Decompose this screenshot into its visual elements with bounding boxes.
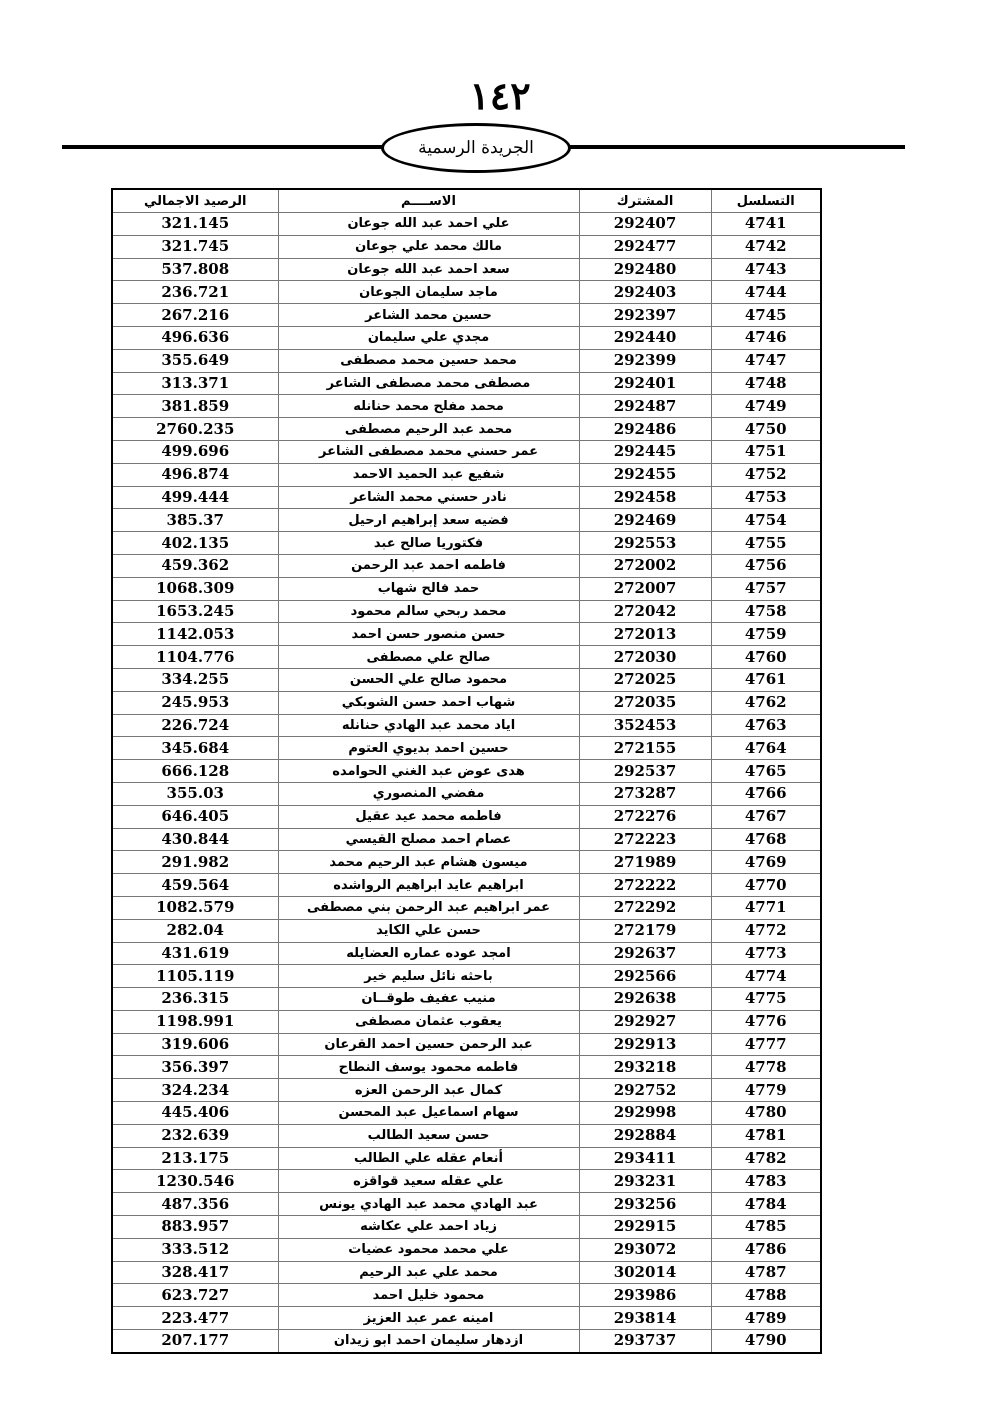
cell-balance: 883.957 [112,1216,278,1239]
cell-name: زياد احمد علي عكاشه [278,1216,579,1239]
cell-name: مجدي علي سليمان [278,326,579,349]
column-header-subscriber: المشترك [579,189,711,213]
cell-balance: 2760.235 [112,418,278,441]
cell-name: عمر حسني محمد مصطفى الشاعر [278,440,579,463]
cell-balance: 355.03 [112,782,278,805]
cell-balance: 333.512 [112,1238,278,1261]
table-row [112,281,821,304]
cell-balance: 1142.053 [112,623,278,646]
table-row [112,1330,821,1353]
cell-balance: 496.636 [112,326,278,349]
cell-serial: 4767 [711,805,821,828]
cell-name: ازدهار سليمان احمد ابو زيدان [278,1330,579,1353]
cell-serial: 4763 [711,714,821,737]
cell-serial: 4751 [711,440,821,463]
table-row [112,782,821,805]
cell-subscriber: 293072 [579,1238,711,1261]
table-body [112,213,821,1353]
table-row [112,623,821,646]
cell-balance: 445.406 [112,1102,278,1125]
cell-balance: 1230.546 [112,1170,278,1193]
cell-serial: 4743 [711,258,821,281]
cell-serial: 4746 [711,326,821,349]
cell-subscriber: 293411 [579,1147,711,1170]
cell-subscriber: 292407 [579,213,711,236]
cell-balance: 499.444 [112,486,278,509]
cell-name: امجد عوده عماره العضايله [278,942,579,965]
cell-serial: 4753 [711,486,821,509]
cell-subscriber: 272276 [579,805,711,828]
table-row [112,1170,821,1193]
cell-balance: 459.362 [112,554,278,577]
cell-balance: 381.859 [112,395,278,418]
table-row [112,509,821,532]
cell-balance: 499.696 [112,440,278,463]
table-row [112,1010,821,1033]
cell-serial: 4757 [711,577,821,600]
cell-name: سعد احمد عبد الله جوعان [278,258,579,281]
cell-subscriber: 293986 [579,1284,711,1307]
cell-serial: 4778 [711,1056,821,1079]
table-row [112,988,821,1011]
cell-name: عمر ابراهيم عبد الرحمن بني مصطفى [278,896,579,919]
cell-subscriber: 272042 [579,600,711,623]
cell-subscriber: 352453 [579,714,711,737]
table-row [112,874,821,897]
cell-balance: 430.844 [112,828,278,851]
cell-subscriber: 272007 [579,577,711,600]
cell-name: يعقوب عثمان مصطفى [278,1010,579,1033]
cell-balance: 356.397 [112,1056,278,1079]
cell-name: ابراهيم عايد ابراهيم الرواشده [278,874,579,897]
subscriber-balance-table [111,188,822,1354]
cell-name: حسين احمد بديوي العتوم [278,737,579,760]
table-row [112,1216,821,1239]
cell-subscriber: 292455 [579,463,711,486]
column-header-balance: الرصيد الاجمالي [112,189,278,213]
cell-balance: 223.477 [112,1307,278,1330]
cell-serial: 4760 [711,646,821,669]
cell-balance: 496.874 [112,463,278,486]
table-row [112,760,821,783]
cell-name: ميسون هشام عبد الرحيم محمد [278,851,579,874]
cell-balance: 459.564 [112,874,278,897]
cell-serial: 4780 [711,1102,821,1125]
cell-name: شهاب احمد حسن الشوبكي [278,691,579,714]
cell-name: علي احمد عبد الله جوعان [278,213,579,236]
cell-balance: 213.175 [112,1147,278,1170]
table-row [112,1307,821,1330]
table-row [112,1238,821,1261]
cell-name: كمال عبد الرحمن العزه [278,1079,579,1102]
cell-serial: 4754 [711,509,821,532]
cell-serial: 4789 [711,1307,821,1330]
cell-serial: 4758 [711,600,821,623]
cell-serial: 4776 [711,1010,821,1033]
page-number: ١٤٢ [469,73,531,118]
table-row [112,1079,821,1102]
header-rule-left [62,145,382,149]
cell-serial: 4750 [711,418,821,441]
table-row [112,805,821,828]
cell-name: محمد حسين محمد مصطفى [278,349,579,372]
cell-balance: 324.234 [112,1079,278,1102]
cell-serial: 4770 [711,874,821,897]
cell-serial: 4773 [711,942,821,965]
cell-balance: 328.417 [112,1261,278,1284]
cell-serial: 4782 [711,1147,821,1170]
cell-balance: 207.177 [112,1330,278,1353]
table-row [112,258,821,281]
cell-balance: 666.128 [112,760,278,783]
table-row [112,668,821,691]
cell-subscriber: 292927 [579,1010,711,1033]
cell-name: محمود خليل احمد [278,1284,579,1307]
cell-name: فضيه سعد إبراهيم ارحيل [278,509,579,532]
cell-serial: 4744 [711,281,821,304]
cell-balance: 232.639 [112,1124,278,1147]
cell-serial: 4788 [711,1284,821,1307]
table-row [112,896,821,919]
table-row [112,235,821,258]
cell-serial: 4747 [711,349,821,372]
cell-balance: 1104.776 [112,646,278,669]
table-row [112,349,821,372]
table-row [112,372,821,395]
gazette-title: الجريدة الرسمية [418,138,534,158]
cell-name: عصام احمد مصلح القيسي [278,828,579,851]
cell-serial: 4774 [711,965,821,988]
cell-subscriber: 292397 [579,304,711,327]
cell-serial: 4771 [711,896,821,919]
cell-serial: 4749 [711,395,821,418]
cell-name: محمد ربحي سالم محمود [278,600,579,623]
cell-subscriber: 292440 [579,326,711,349]
table-row [112,395,821,418]
cell-subscriber: 272222 [579,874,711,897]
cell-serial: 4786 [711,1238,821,1261]
table-row [112,1147,821,1170]
cell-name: حسن منصور حسن احمد [278,623,579,646]
cell-name: فاطمه احمد عبد الرحمن [278,554,579,577]
cell-balance: 402.135 [112,532,278,555]
table-row [112,554,821,577]
cell-serial: 4752 [711,463,821,486]
table-row [112,532,821,555]
table-row [112,600,821,623]
cell-subscriber: 271989 [579,851,711,874]
cell-subscriber: 292486 [579,418,711,441]
cell-serial: 4745 [711,304,821,327]
cell-subscriber: 292480 [579,258,711,281]
table-row [112,1102,821,1125]
cell-subscriber: 293737 [579,1330,711,1353]
cell-subscriber: 272179 [579,919,711,942]
table-row [112,213,821,236]
cell-balance: 1198.991 [112,1010,278,1033]
cell-name: فكتوريا صالح عبد [278,532,579,555]
gazette-title-oval [381,123,571,173]
cell-subscriber: 272002 [579,554,711,577]
cell-serial: 4759 [711,623,821,646]
cell-subscriber: 292445 [579,440,711,463]
cell-subscriber: 272155 [579,737,711,760]
cell-subscriber: 272035 [579,691,711,714]
cell-subscriber: 292998 [579,1102,711,1125]
cell-name: باحثه نائل سليم خير [278,965,579,988]
cell-subscriber: 293231 [579,1170,711,1193]
cell-balance: 236.315 [112,988,278,1011]
cell-balance: 291.982 [112,851,278,874]
cell-serial: 4787 [711,1261,821,1284]
cell-name: حسن سعيد الطالب [278,1124,579,1147]
cell-serial: 4768 [711,828,821,851]
table-row [112,1193,821,1216]
column-header-serial: التسلسل [711,189,821,213]
cell-serial: 4756 [711,554,821,577]
cell-serial: 4769 [711,851,821,874]
cell-balance: 1068.309 [112,577,278,600]
cell-subscriber: 292469 [579,509,711,532]
table-row [112,714,821,737]
cell-serial: 4766 [711,782,821,805]
table-row [112,737,821,760]
cell-name: هدى عوض عبد الغني الحوامده [278,760,579,783]
cell-balance: 355.649 [112,349,278,372]
cell-serial: 4748 [711,372,821,395]
cell-subscriber: 292401 [579,372,711,395]
cell-serial: 4761 [711,668,821,691]
cell-name: منيب عفيف طوقــان [278,988,579,1011]
table-row [112,1124,821,1147]
cell-subscriber: 292487 [579,395,711,418]
cell-balance: 385.37 [112,509,278,532]
cell-name: ماجد سليمان الجوعان [278,281,579,304]
table-row [112,326,821,349]
cell-balance: 431.619 [112,942,278,965]
cell-name: حمد فالح شهاب [278,577,579,600]
cell-subscriber: 272025 [579,668,711,691]
cell-balance: 334.255 [112,668,278,691]
cell-balance: 321.145 [112,213,278,236]
cell-name: صالح علي مصطفى [278,646,579,669]
cell-name: محمد علي عبد الرحيم [278,1261,579,1284]
table-row [112,440,821,463]
cell-name: مصطفى محمد مصطفى الشاعر [278,372,579,395]
cell-serial: 4781 [711,1124,821,1147]
cell-balance: 236.721 [112,281,278,304]
table-row [112,418,821,441]
cell-name: أنعام عقله علي الطالب [278,1147,579,1170]
header-rule-right [570,145,905,149]
cell-subscriber: 292458 [579,486,711,509]
table-row [112,1261,821,1284]
cell-balance: 537.808 [112,258,278,281]
cell-serial: 4772 [711,919,821,942]
table-row [112,577,821,600]
cell-name: مفضي المنصوري [278,782,579,805]
cell-serial: 4764 [711,737,821,760]
table-row [112,965,821,988]
cell-subscriber: 292913 [579,1033,711,1056]
cell-name: فاطمه محمد عيد عقيل [278,805,579,828]
cell-balance: 646.405 [112,805,278,828]
cell-balance: 267.216 [112,304,278,327]
cell-name: مالك محمد علي جوعان [278,235,579,258]
cell-serial: 4785 [711,1216,821,1239]
cell-subscriber: 292399 [579,349,711,372]
cell-serial: 4790 [711,1330,821,1353]
table-row [112,1033,821,1056]
cell-name: سهام اسماعيل عبد المحسن [278,1102,579,1125]
cell-subscriber: 293814 [579,1307,711,1330]
cell-serial: 4783 [711,1170,821,1193]
table-row [112,304,821,327]
table-row [112,1056,821,1079]
cell-subscriber: 292638 [579,988,711,1011]
table-row [112,646,821,669]
table-row [112,463,821,486]
cell-name: عبد الهادي محمد عبد الهادي يونس [278,1193,579,1216]
cell-subscriber: 292752 [579,1079,711,1102]
table-row [112,942,821,965]
cell-name: عبد الرحمن حسين احمد القرعان [278,1033,579,1056]
cell-subscriber: 292403 [579,281,711,304]
cell-balance: 487.356 [112,1193,278,1216]
cell-subscriber: 292915 [579,1216,711,1239]
table-row [112,828,821,851]
cell-balance: 226.724 [112,714,278,737]
cell-serial: 4765 [711,760,821,783]
cell-balance: 345.684 [112,737,278,760]
cell-subscriber: 292537 [579,760,711,783]
cell-subscriber: 273287 [579,782,711,805]
cell-name: شفيع عبد الحميد الاحمد [278,463,579,486]
cell-serial: 4741 [711,213,821,236]
table-row [112,1284,821,1307]
cell-name: فاطمه محمود يوسف النطاح [278,1056,579,1079]
cell-serial: 4779 [711,1079,821,1102]
cell-name: حسن علي الكايد [278,919,579,942]
cell-name: حسين محمد الشاعر [278,304,579,327]
cell-subscriber: 292884 [579,1124,711,1147]
cell-name: محمود صالح علي الحسن [278,668,579,691]
cell-name: محمد عبد الرحيم مصطفى [278,418,579,441]
cell-serial: 4755 [711,532,821,555]
table-row [112,919,821,942]
table-row [112,486,821,509]
cell-name: اياد محمد عبد الهادي حنانله [278,714,579,737]
cell-subscriber: 272292 [579,896,711,919]
cell-subscriber: 272223 [579,828,711,851]
cell-name: نادر حسني محمد الشاعر [278,486,579,509]
cell-serial: 4762 [711,691,821,714]
cell-serial: 4777 [711,1033,821,1056]
cell-subscriber: 302014 [579,1261,711,1284]
cell-subscriber: 293256 [579,1193,711,1216]
cell-subscriber: 292553 [579,532,711,555]
table-row [112,851,821,874]
cell-name: محمد مفلح محمد حنانله [278,395,579,418]
cell-name: امينه عمر عبد العزيز [278,1307,579,1330]
cell-subscriber: 293218 [579,1056,711,1079]
table-row [112,691,821,714]
cell-balance: 623.727 [112,1284,278,1307]
cell-subscriber: 292637 [579,942,711,965]
column-header-name: الاســــم [278,189,579,213]
cell-subscriber: 292477 [579,235,711,258]
cell-subscriber: 272030 [579,646,711,669]
table-header-row [112,189,821,213]
cell-balance: 321.745 [112,235,278,258]
cell-name: علي عقله سعيد قواقزه [278,1170,579,1193]
cell-balance: 1105.119 [112,965,278,988]
cell-serial: 4775 [711,988,821,1011]
cell-balance: 282.04 [112,919,278,942]
cell-serial: 4742 [711,235,821,258]
cell-balance: 1082.579 [112,896,278,919]
cell-subscriber: 272013 [579,623,711,646]
cell-balance: 1653.245 [112,600,278,623]
cell-balance: 319.606 [112,1033,278,1056]
cell-name: علي محمد محمود عضيات [278,1238,579,1261]
cell-balance: 313.371 [112,372,278,395]
cell-subscriber: 292566 [579,965,711,988]
cell-serial: 4784 [711,1193,821,1216]
cell-balance: 245.953 [112,691,278,714]
